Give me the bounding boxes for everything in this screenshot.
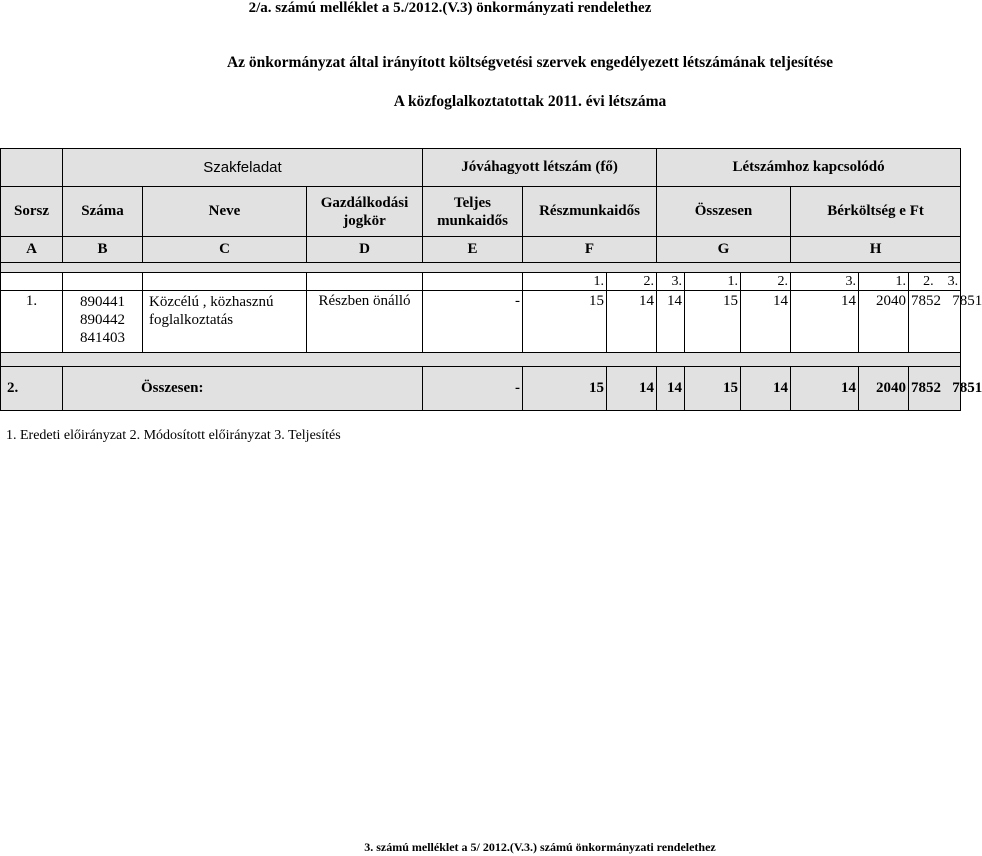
group-header-row — [1, 149, 961, 187]
row-value: 14 — [607, 291, 657, 353]
document-subtitle: A közfoglalkoztatottak 2011. évi létszáma — [393, 93, 667, 110]
group-header-letszamhoz: Létszámhoz kapcsolódó — [657, 149, 961, 187]
row-neve: Közcélú , közhasznú foglalkoztatás — [143, 291, 307, 353]
col-header-neve: Neve — [143, 187, 307, 237]
total-label: Összesen: — [63, 367, 423, 411]
row-szama: 890441 890442 841403 — [63, 291, 143, 353]
spacer-row — [1, 353, 961, 367]
letter-cell: D — [307, 237, 423, 263]
table-row — [1, 291, 961, 353]
sub-number: 1. — [523, 273, 607, 291]
total-teljes: - — [423, 367, 523, 411]
group-header-szakfeladat: Szakfeladat — [63, 149, 423, 187]
sub-number: 2. 3. — [909, 273, 961, 291]
col-header-gazdalkodasi: Gazdálkodási jogkör — [307, 187, 423, 237]
sub-number: 2. — [607, 273, 657, 291]
col-header-berkoltseg: Bérköltség e Ft — [791, 187, 961, 237]
row-value: 14 — [657, 291, 685, 353]
col-header-reszmunkaidos: Részmunkaidős — [523, 187, 657, 237]
letter-cell: A — [1, 237, 63, 263]
letter-cell: B — [63, 237, 143, 263]
sub-number: 1. — [685, 273, 741, 291]
total-value: 14 — [741, 367, 791, 411]
col-header-sorsz: Sorsz — [1, 187, 63, 237]
column-header-row — [1, 187, 961, 237]
letter-cell: E — [423, 237, 523, 263]
row-value: 14 — [741, 291, 791, 353]
row-gazdalkodasi: Részben önálló — [307, 291, 423, 353]
col-header-szama: Száma — [63, 187, 143, 237]
spacer-row — [1, 263, 961, 273]
letter-cell: C — [143, 237, 307, 263]
sub-number: 3. — [657, 273, 685, 291]
row-value: 15 — [523, 291, 607, 353]
row-value: 14 — [791, 291, 859, 353]
document-title: Az önkormányzat által irányított költségvetési szervek engedélyezett létszámának teljesítése — [226, 54, 834, 71]
headcount-table — [0, 148, 982, 411]
total-value: 14 — [607, 367, 657, 411]
row-value: 7852 7851 — [909, 291, 961, 353]
total-sorsz: 2. — [1, 367, 63, 411]
col-header-teljes: Teljes munkaidős — [423, 187, 523, 237]
letter-row — [1, 237, 961, 263]
total-value: 2040 — [859, 367, 909, 411]
total-value: 15 — [523, 367, 607, 411]
page-footer: 3. számú melléklet a 5/ 2012.(V.3.) számú önkormányzati rendelethez — [364, 840, 716, 854]
total-value: 7852 7851 — [909, 367, 961, 411]
letter-cell: F — [523, 237, 657, 263]
sub-number-row — [1, 273, 961, 291]
group-header-jovahagyott: Jóváhagyott létszám (fő) — [423, 149, 657, 187]
legend-note: 1. Eredeti előirányzat 2. Módosított előirányzat 3. Teljesítés — [6, 428, 341, 443]
total-row — [1, 367, 961, 411]
total-value: 14 — [791, 367, 859, 411]
total-value: 15 — [685, 367, 741, 411]
total-value: 14 — [657, 367, 685, 411]
sub-number: 3. — [791, 273, 859, 291]
row-value: 15 — [685, 291, 741, 353]
row-sorsz: 1. — [1, 291, 63, 353]
sub-number: 2. — [741, 273, 791, 291]
row-value: 2040 — [859, 291, 909, 353]
letter-cell: G — [657, 237, 791, 263]
letter-cell: H — [791, 237, 961, 263]
row-teljes: - — [423, 291, 523, 353]
sub-number: 1. — [859, 273, 909, 291]
annex-title: 2/a. számú melléklet a 5./2012.(V.3) önkormányzati rendelethez — [248, 0, 652, 16]
col-header-osszesen: Összesen — [657, 187, 791, 237]
